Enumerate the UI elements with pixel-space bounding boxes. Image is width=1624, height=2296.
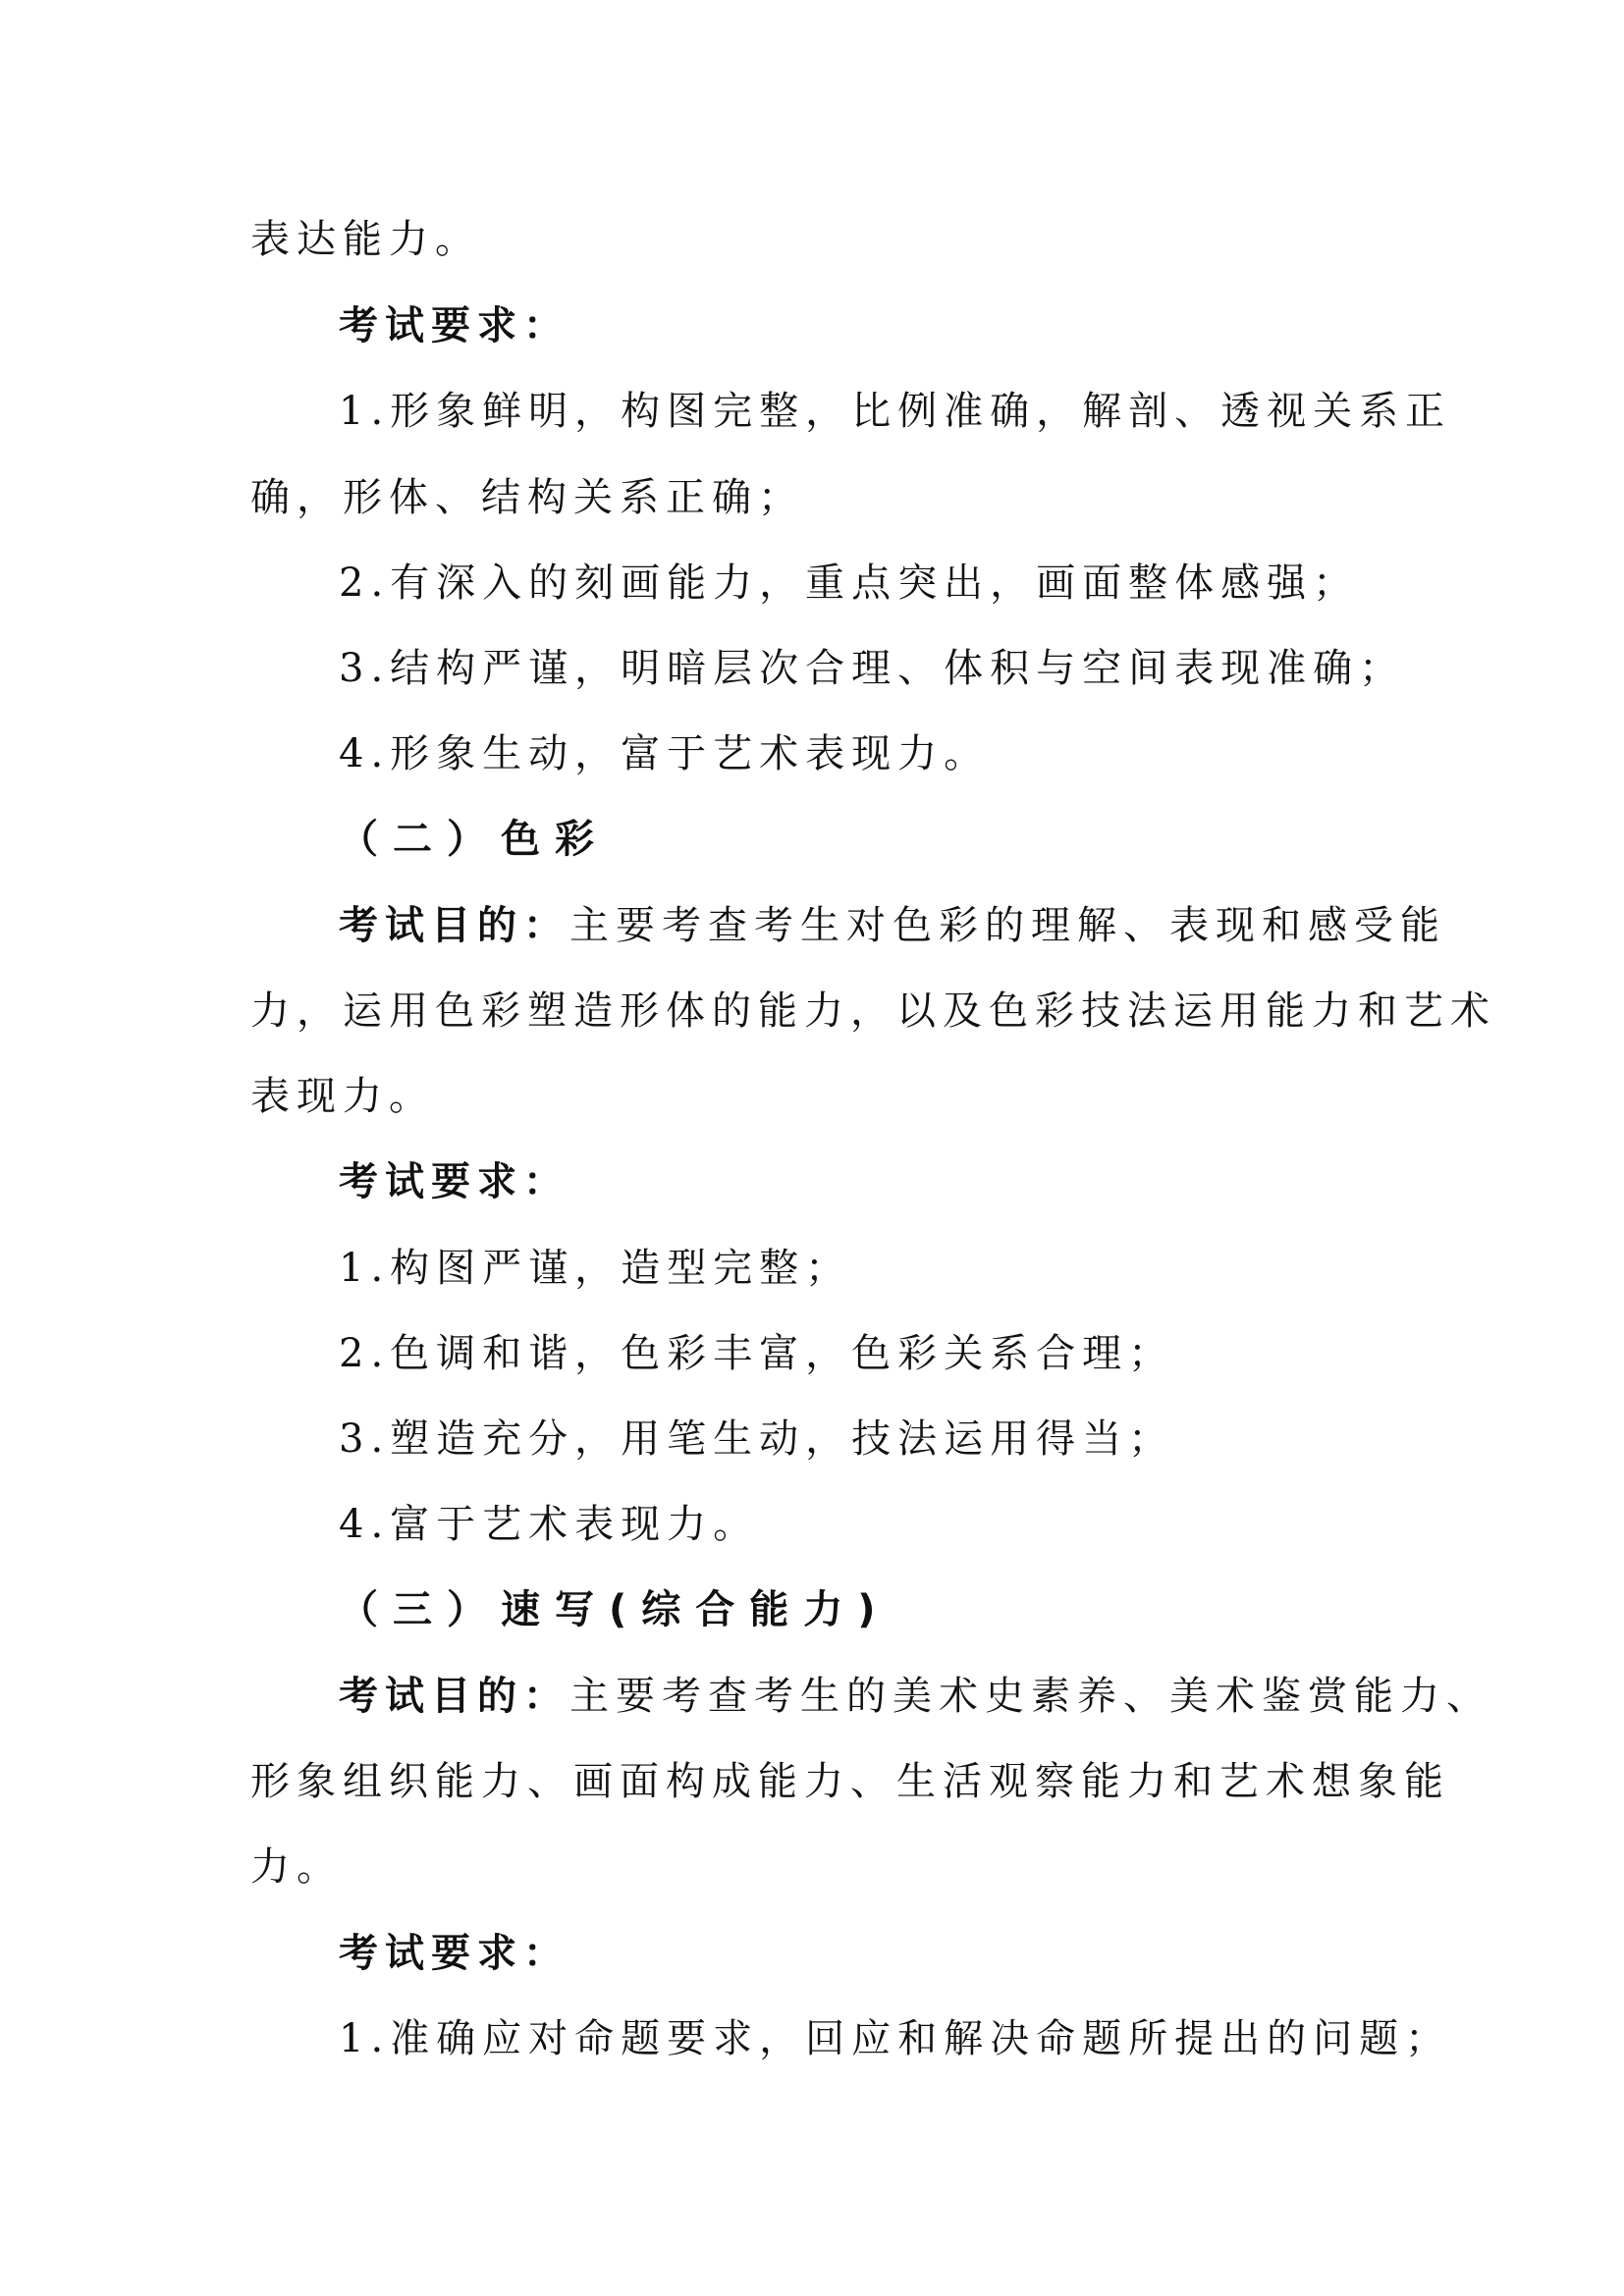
exam-purpose-sketch-line-3: 力。: [250, 1844, 343, 1890]
paragraph-continuation: 表达能力。: [250, 217, 481, 262]
requirement-item-2: 2.有深入的刻画能力，重点突出，画面整体感强；: [339, 561, 1360, 606]
exam-purpose-sketch-line-1: [339, 1671, 1492, 1722]
exam-purpose-color-line-1: [339, 900, 1446, 951]
exam-purpose-color-line-3: 表现力。: [250, 1074, 435, 1119]
section-heading-color: （二）色彩: [339, 817, 609, 862]
color-requirement-item-1: 1.构图严谨，造型完整；: [339, 1246, 852, 1291]
exam-purpose-text: 主要考查考生的美术史素养、美术鉴赏能力、: [569, 1674, 1492, 1719]
requirement-item-4: 4.形象生动，富于艺术表现力。: [339, 731, 991, 776]
color-requirement-item-2: 2.色调和谐，色彩丰富，色彩关系合理；: [339, 1331, 1175, 1376]
exam-requirements-label: 考试要求：: [339, 1931, 569, 1976]
sketch-requirement-item-1: 1.准确应对命题要求，回应和解决命题所提出的问题；: [339, 2016, 1452, 2061]
exam-purpose-sketch-line-2: 形象组织能力、画面构成能力、生活观察能力和艺术想象能: [250, 1759, 1450, 1804]
exam-requirements-label: 考试要求：: [339, 303, 569, 348]
exam-requirements-label: 考试要求：: [339, 1159, 569, 1204]
requirement-item-1-line-2: 确，形体、结构关系正确；: [250, 475, 804, 520]
exam-purpose-label: 考试目的：: [339, 903, 569, 948]
color-requirement-item-4: 4.富于艺术表现力。: [339, 1502, 760, 1547]
exam-purpose-text: 主要考查考生对色彩的理解、表现和感受能: [569, 903, 1446, 948]
requirement-item-3: 3.结构严谨，明暗层次合理、体积与空间表现准确；: [339, 646, 1406, 691]
section-heading-sketch: （三）速写(综合能力): [339, 1587, 891, 1632]
exam-purpose-label: 考试目的：: [339, 1674, 569, 1719]
color-requirement-item-3: 3.塑造充分，用笔生动，技法运用得当；: [339, 1416, 1175, 1462]
requirement-item-1-line-1: 1.形象鲜明，构图完整，比例准确，解剖、透视关系正: [339, 389, 1452, 434]
exam-purpose-color-line-2: 力，运用色彩塑造形体的能力，以及色彩技法运用能力和艺术: [250, 988, 1496, 1034]
